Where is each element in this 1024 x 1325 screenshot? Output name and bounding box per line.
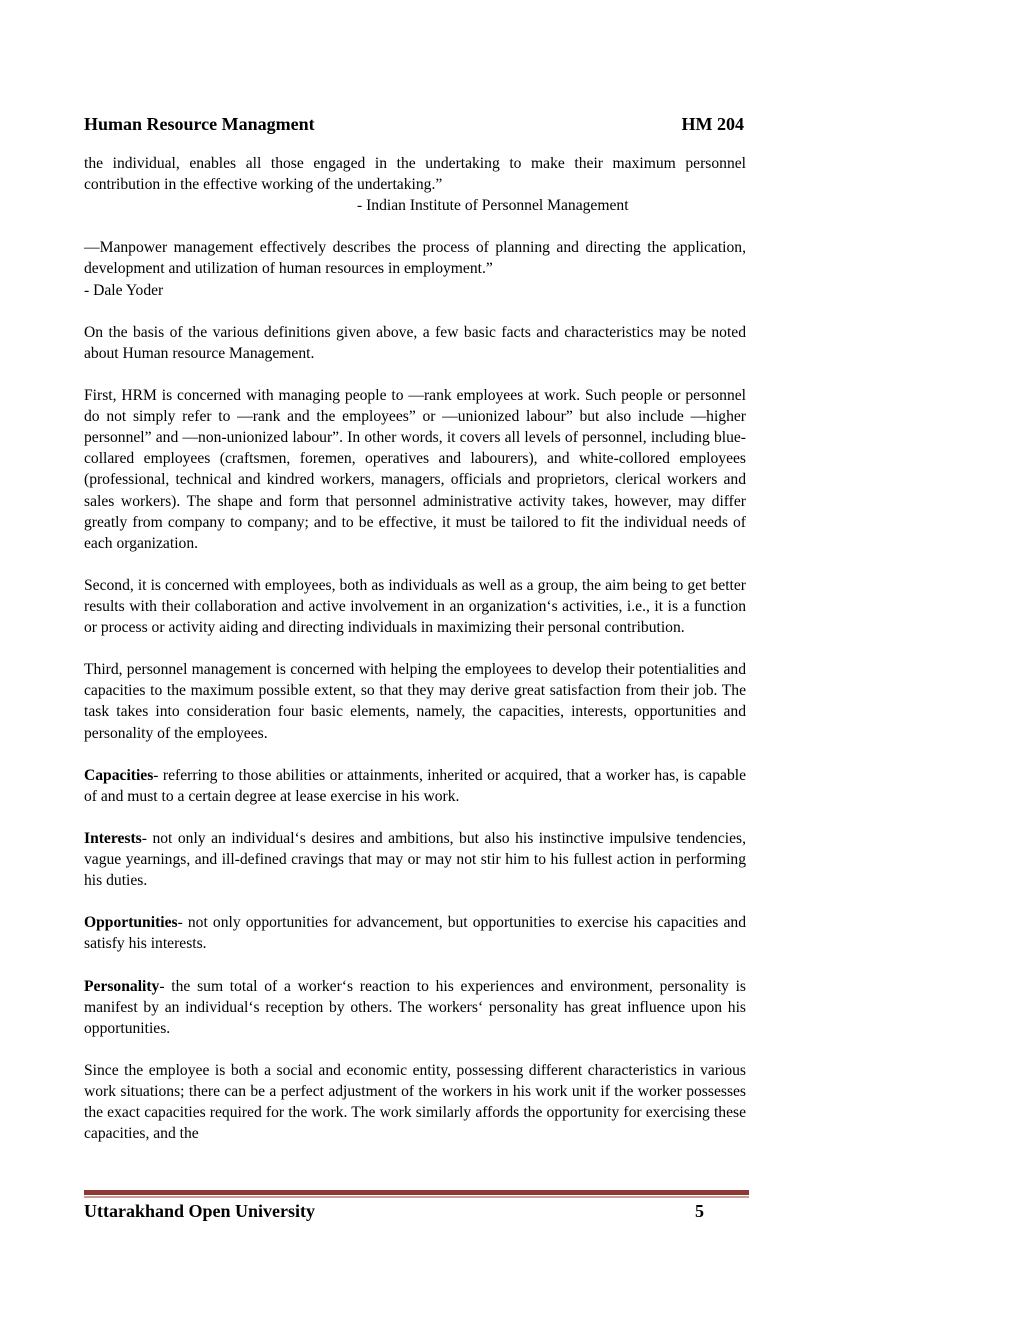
definition-personality xyxy=(84,976,746,1039)
term-opportunities: Opportunities xyxy=(84,914,178,932)
course-title: Human Resource Managment xyxy=(84,114,315,134)
paragraph-basic-facts: On the basis of the various definitions given above, a few basic facts and characteristics may be noted about Human resource Management. xyxy=(84,323,746,362)
definition-capacities xyxy=(84,765,746,807)
term-interests: Interests xyxy=(84,830,142,847)
attribution-iipm: - Indian Institute of Personnel Management xyxy=(357,197,629,215)
term-personality: Personality xyxy=(84,977,160,995)
paragraph-continuation: the individual, enables all those engaged in the undertaking to make their maximum personnel contribution in the effective working of the undertaking.” xyxy=(84,155,746,194)
paragraph-since: Since the employee is both a social and economic entity, possessing different characteristics in various work situations; there can be a perfect adjustment of the workers in his work unit if the worker possesses the exact capacities required for the work. The work similarly affords the opportunity for exercising these capacities, and the xyxy=(84,1062,746,1143)
course-code: HM 204 xyxy=(681,114,744,134)
page-number: 5 xyxy=(695,1201,704,1221)
text-interests: - not only an individual‘s desires and ambitions, but also his instinctive impulsive tendencies, vague yearnings, and ill-defined cravings that may or may not stir him to his fullest action in performing his duties. xyxy=(84,830,746,890)
footer-rule xyxy=(84,1190,749,1195)
paragraph-third: Third, personnel management is concerned with helping the employees to develop their potentialities and capacities to the maximum possible extent, so that they may derive great satisfaction from their job. The task takes into consideration four basic elements, namely, the capacities, interests, opportunities and personality of the employees. xyxy=(84,661,746,742)
page-header xyxy=(84,114,746,138)
text-capacities: - referring to those abilities or attainments, inherited or acquired, that a worker has, is capable of and must to a certain degree at lease exercise in his work. xyxy=(84,766,746,805)
attribution-dale-yoder: - Dale Yoder xyxy=(84,281,164,299)
definition-opportunities xyxy=(84,912,746,954)
university-name: Uttarakhand Open University xyxy=(84,1201,316,1221)
paragraph-first: First, HRM is concerned with managing people to ―rank employees at work. Such people or personnel do not simply refer to ―rank and the employees” or ―unionized labour” but also include ―higher personnel” and ―non-unionized labour”. In other words, it covers all levels of personnel, including blue-collared employees (craftsmen, foremen, operatives and labourers), and white-collored employees (professional, technical and kindred workers, managers, officials and proprietors, clerical workers and sales workers). The shape and form that personnel administrative activity takes, however, may differ greatly from company to company; and to be effective, it must be tailored to fit the individual needs of each organization. xyxy=(84,387,746,552)
document-body xyxy=(84,153,746,1144)
quote-dale-yoder: ―Manpower management effectively describes the process of planning and directing the application, development and utilization of human resources in employment.” xyxy=(84,239,746,278)
text-opportunities: - not only opportunities for advancement, but opportunities to exercise his capacities and satisfy his interests. xyxy=(84,914,746,953)
definition-interests xyxy=(84,828,746,891)
footer-rule-shadow xyxy=(84,1196,749,1198)
term-capacities: Capacities xyxy=(84,766,154,784)
paragraph-second: Second, it is concerned with employees, both as individuals as well as a group, the aim being to get better results with their collaboration and active involvement in an organization‘s activities, i.e., it is a function or process or activity aiding and directing individuals in maximizing their personal contribution. xyxy=(84,576,746,637)
text-personality: - the sum total of a worker‘s reaction to his experiences and environment, personality is manifest by an individual‘s reception by others. The workers‘ personality has great influence upon his opportunities. xyxy=(84,977,746,1037)
